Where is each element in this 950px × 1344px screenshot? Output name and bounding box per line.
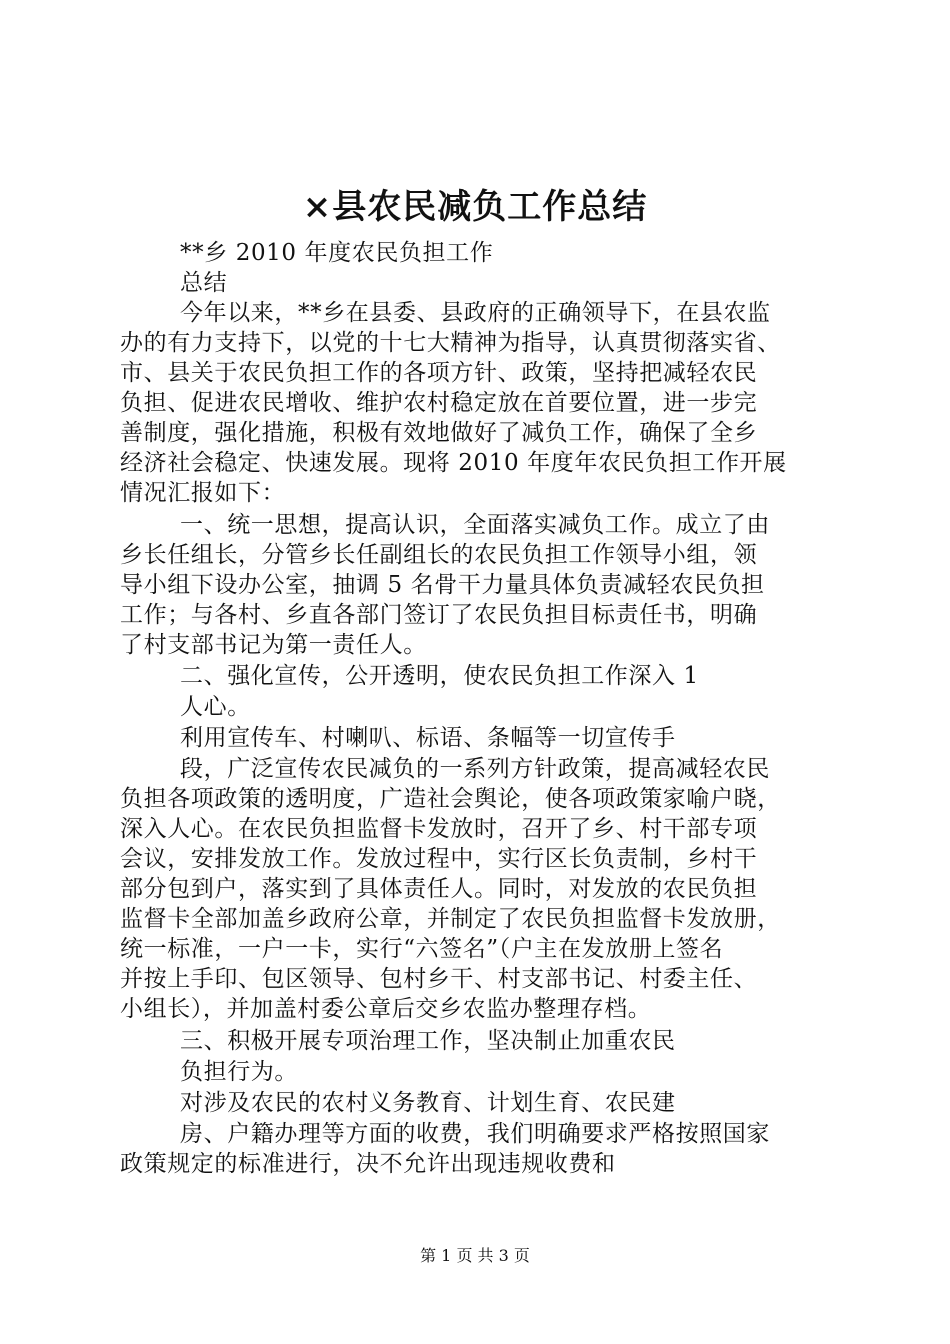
body-line: 统一标准，一户一卡，实行“六签名”（户主在发放册上签名 [120,936,724,962]
body-line: 会议，安排发放工作。发放过程中，实行区长负责制，乡村干 [120,846,758,872]
body-line: 市、县关于农民负担工作的各项方针、政策，坚持把减轻农民 [120,360,758,386]
body-line: 乡长任组长，分管乡长任副组长的农民负担工作领导小组，领 [120,542,758,568]
body-line: 对涉及农民的农村义务教育、计划生育、农民建 [180,1090,676,1116]
body-line: 一、统一思想，提高认识，全面落实减负工作。成立了由 [180,512,770,538]
body-line: 二、强化宣传，公开透明，使农民负担工作深入 1 [180,663,699,689]
body-line: 善制度，强化措施，积极有效地做好了减负工作，确保了全乡 [120,420,758,446]
body-line: 段，广泛宣传农民减负的一系列方针政策，提高减轻农民 [180,756,770,782]
body-line: 小组长），并加盖村委公章后交乡农监办整理存档。 [120,996,652,1022]
body-line: 办的有力支持下，以党的十七大精神为指导，认真贯彻落实省、 [120,330,781,356]
body-line: 部分包到户，落实到了具体责任人。同时，对发放的农民负担 [120,876,758,902]
body-line: 了村支部书记为第一责任人。 [120,632,427,658]
body-line: 房、户籍办理等方面的收费，我们明确要求严格按照国家 [180,1121,770,1147]
document-title: ×县农民减负工作总结 [302,187,648,227]
body-line: 负担、促进农民增收、维护农村稳定放在首要位置，进一步完 [120,390,758,416]
body-line: 导小组下设办公室，抽调 5 名骨干力量具体负责减轻农民负担 [120,572,765,598]
body-line: 负担各项政策的透明度，广造社会舆论，使各项政策家喻户晓， [120,786,781,812]
body-line: 利用宣传车、村喇叭、标语、条幅等一切宣传手 [180,725,676,751]
page-footer: 第 1 页 共 3 页 [420,1246,530,1265]
body-line: 深入人心。在农民负担监督卡发放时，召开了乡、村干部专项 [120,816,758,842]
body-line: 三、积极开展专项治理工作，坚决制止加重农民 [180,1028,676,1054]
body-line: 今年以来，**乡在县委、县政府的正确领导下，在县农监 [180,300,771,326]
body-line: 人心。 [180,694,251,720]
body-line: 情况汇报如下： [120,480,286,506]
body-line: 经济社会稳定、快速发展。现将 2010 年度年农民负担工作开展 [120,450,787,476]
body-line: **乡 2010 年度农民负担工作 [180,240,494,266]
body-line: 政策规定的标准进行，决不允许出现违规收费和 [120,1151,616,1177]
body-line: 并按上手印、包区领导、包村乡干、村支部书记、村委主任、 [120,966,758,992]
body-line: 总结 [180,270,228,296]
body-line: 负担行为。 [180,1059,298,1085]
body-line: 监督卡全部加盖乡政府公章，并制定了农民负担监督卡发放册， [120,906,781,932]
body-line: 工作；与各村、乡直各部门签订了农民负担目标责任书，明确 [120,602,758,628]
